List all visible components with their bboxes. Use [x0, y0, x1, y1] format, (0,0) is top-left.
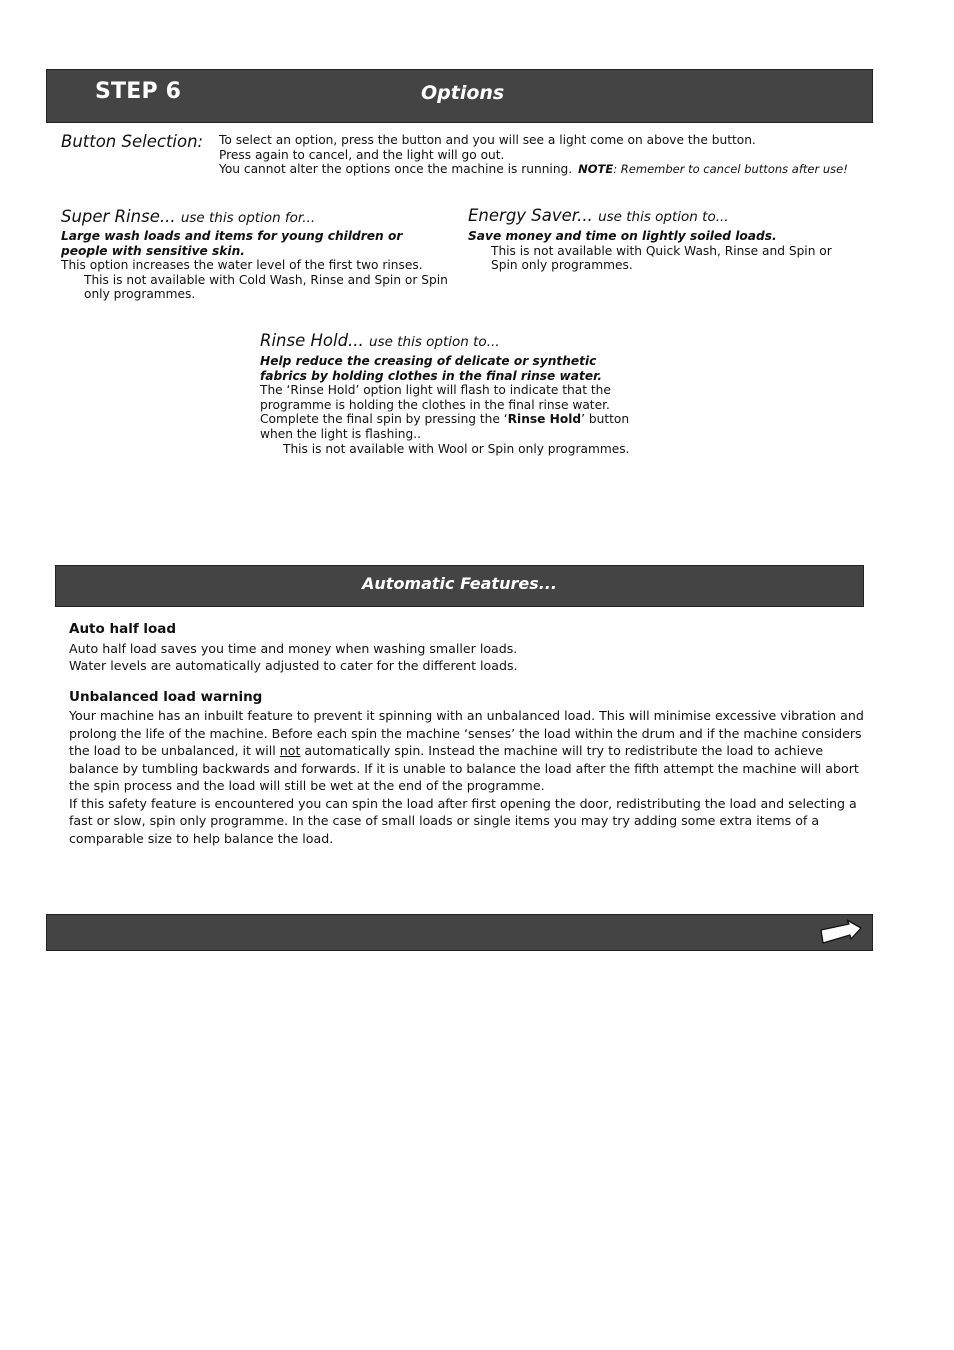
auto-half-load-line: Water levels are automatically adjusted to cater for the different loads.: [69, 658, 518, 673]
super-rinse-section: [61, 207, 451, 302]
super-rinse-subtitle: use this option for...: [180, 210, 316, 226]
step-header-bar: [46, 69, 873, 123]
auto-half-load-heading: Auto half load: [69, 621, 177, 637]
auto-half-load-line: Auto half load saves you time and money when washing smaller loads.: [69, 640, 518, 656]
energy-saver-lead: Save money and time on lightly soiled loads.: [468, 229, 777, 243]
super-rinse-lead: Large wash loads and items for young children or people with sensitive skin.: [61, 229, 403, 258]
automatic-features-content: [69, 621, 869, 847]
rinse-hold-subtitle: use this option to...: [369, 334, 500, 350]
unbalanced-load-heading: Unbalanced load warning: [69, 688, 263, 705]
automatic-features-title: Automatic Features...: [362, 574, 557, 593]
automatic-features-bar: [55, 565, 864, 607]
button-selection-line: Press again to cancel, and the light will go out.: [219, 147, 505, 162]
unbalanced-p1-part-b: automatically spin. Instead the machine will try to redistribute the load to achieve balance by tumbling backwards and forwards. If it is unable to balance the load after the fifth attempt the machine will abort the spin process and the load will still be wet at the end of the programme.: [69, 743, 859, 793]
super-rinse-title: Super Rinse...: [61, 207, 176, 226]
rinse-hold-button-name: Rinse Hold: [507, 412, 582, 427]
super-rinse-note: This is not available with Cold Wash, Rinse and Spin or Spin only programmes.: [84, 272, 448, 302]
super-rinse-description: This option increases the water level of the first two rinses.: [61, 258, 423, 273]
rinse-hold-section: [260, 331, 640, 456]
button-selection-label: Button Selection:: [61, 132, 204, 151]
super-rinse-heading: [61, 207, 451, 226]
super-rinse-body: [61, 229, 451, 302]
step-number: STEP 6: [95, 79, 182, 104]
unbalanced-p1-part-a: Your machine has an inbuilt feature to prevent it spinning with an unbalanced load. This will minimise excessive vibration and prolong the life of the machine. Before each spin the machine ‘senses’ the load within the drum and if the machine considers the load to be unbalanced, it will: [69, 708, 864, 758]
button-selection-line-text: You cannot alter the options once the machine is running.: [219, 162, 573, 177]
rinse-hold-title: Rinse Hold...: [260, 331, 364, 350]
cancel-note: [578, 162, 848, 176]
rinse-hold-desc-part2: ’ button when the light is flashing..: [260, 412, 630, 441]
button-selection-line: To select an option, press the button and you will see a light come on above the button.: [219, 133, 756, 147]
energy-saver-heading: [468, 206, 858, 225]
unbalanced-load-paragraph-1: [69, 707, 869, 795]
energy-saver-subtitle: use this option to...: [598, 209, 729, 225]
note-label: NOTE: [578, 162, 614, 177]
unbalanced-load-paragraph-2: If this safety feature is encountered you can spin the load after first opening the door, redistributing the load and selecting a fast or slow, spin only programme. In the case of small loads or single items you may try adding some extra items of a comparable size to help balance the load.: [69, 795, 857, 846]
note-text: : Remember to cancel buttons after use!: [613, 162, 848, 177]
page-title: Options: [421, 82, 505, 104]
rinse-hold-heading: [260, 331, 640, 350]
spacer: [69, 675, 869, 689]
next-arrow-icon[interactable]: [819, 919, 863, 947]
rinse-hold-body: [260, 354, 640, 456]
energy-saver-body: [468, 229, 858, 273]
rinse-hold-lead: Help reduce the creasing of delicate or synthetic fabrics by holding clothes in the final rinse water.: [260, 354, 603, 383]
unbalanced-p1-emphasis: not: [279, 743, 301, 758]
footer-bar: [46, 914, 873, 951]
button-selection-text: [219, 133, 848, 177]
rinse-hold-desc-part1: The ‘Rinse Hold’ option light will flash to indicate that the programme is holding the clothes in the final rinse water. Complete the final spin by pressing the ‘: [260, 383, 611, 427]
energy-saver-section: [468, 206, 858, 273]
rinse-hold-note: This is not available with Wool or Spin only programmes.: [283, 441, 630, 456]
energy-saver-note: This is not available with Quick Wash, Rinse and Spin or Spin only programmes.: [491, 243, 832, 273]
rinse-hold-description: [260, 383, 640, 441]
energy-saver-title: Energy Saver...: [468, 206, 593, 225]
button-selection-line: [219, 162, 848, 177]
